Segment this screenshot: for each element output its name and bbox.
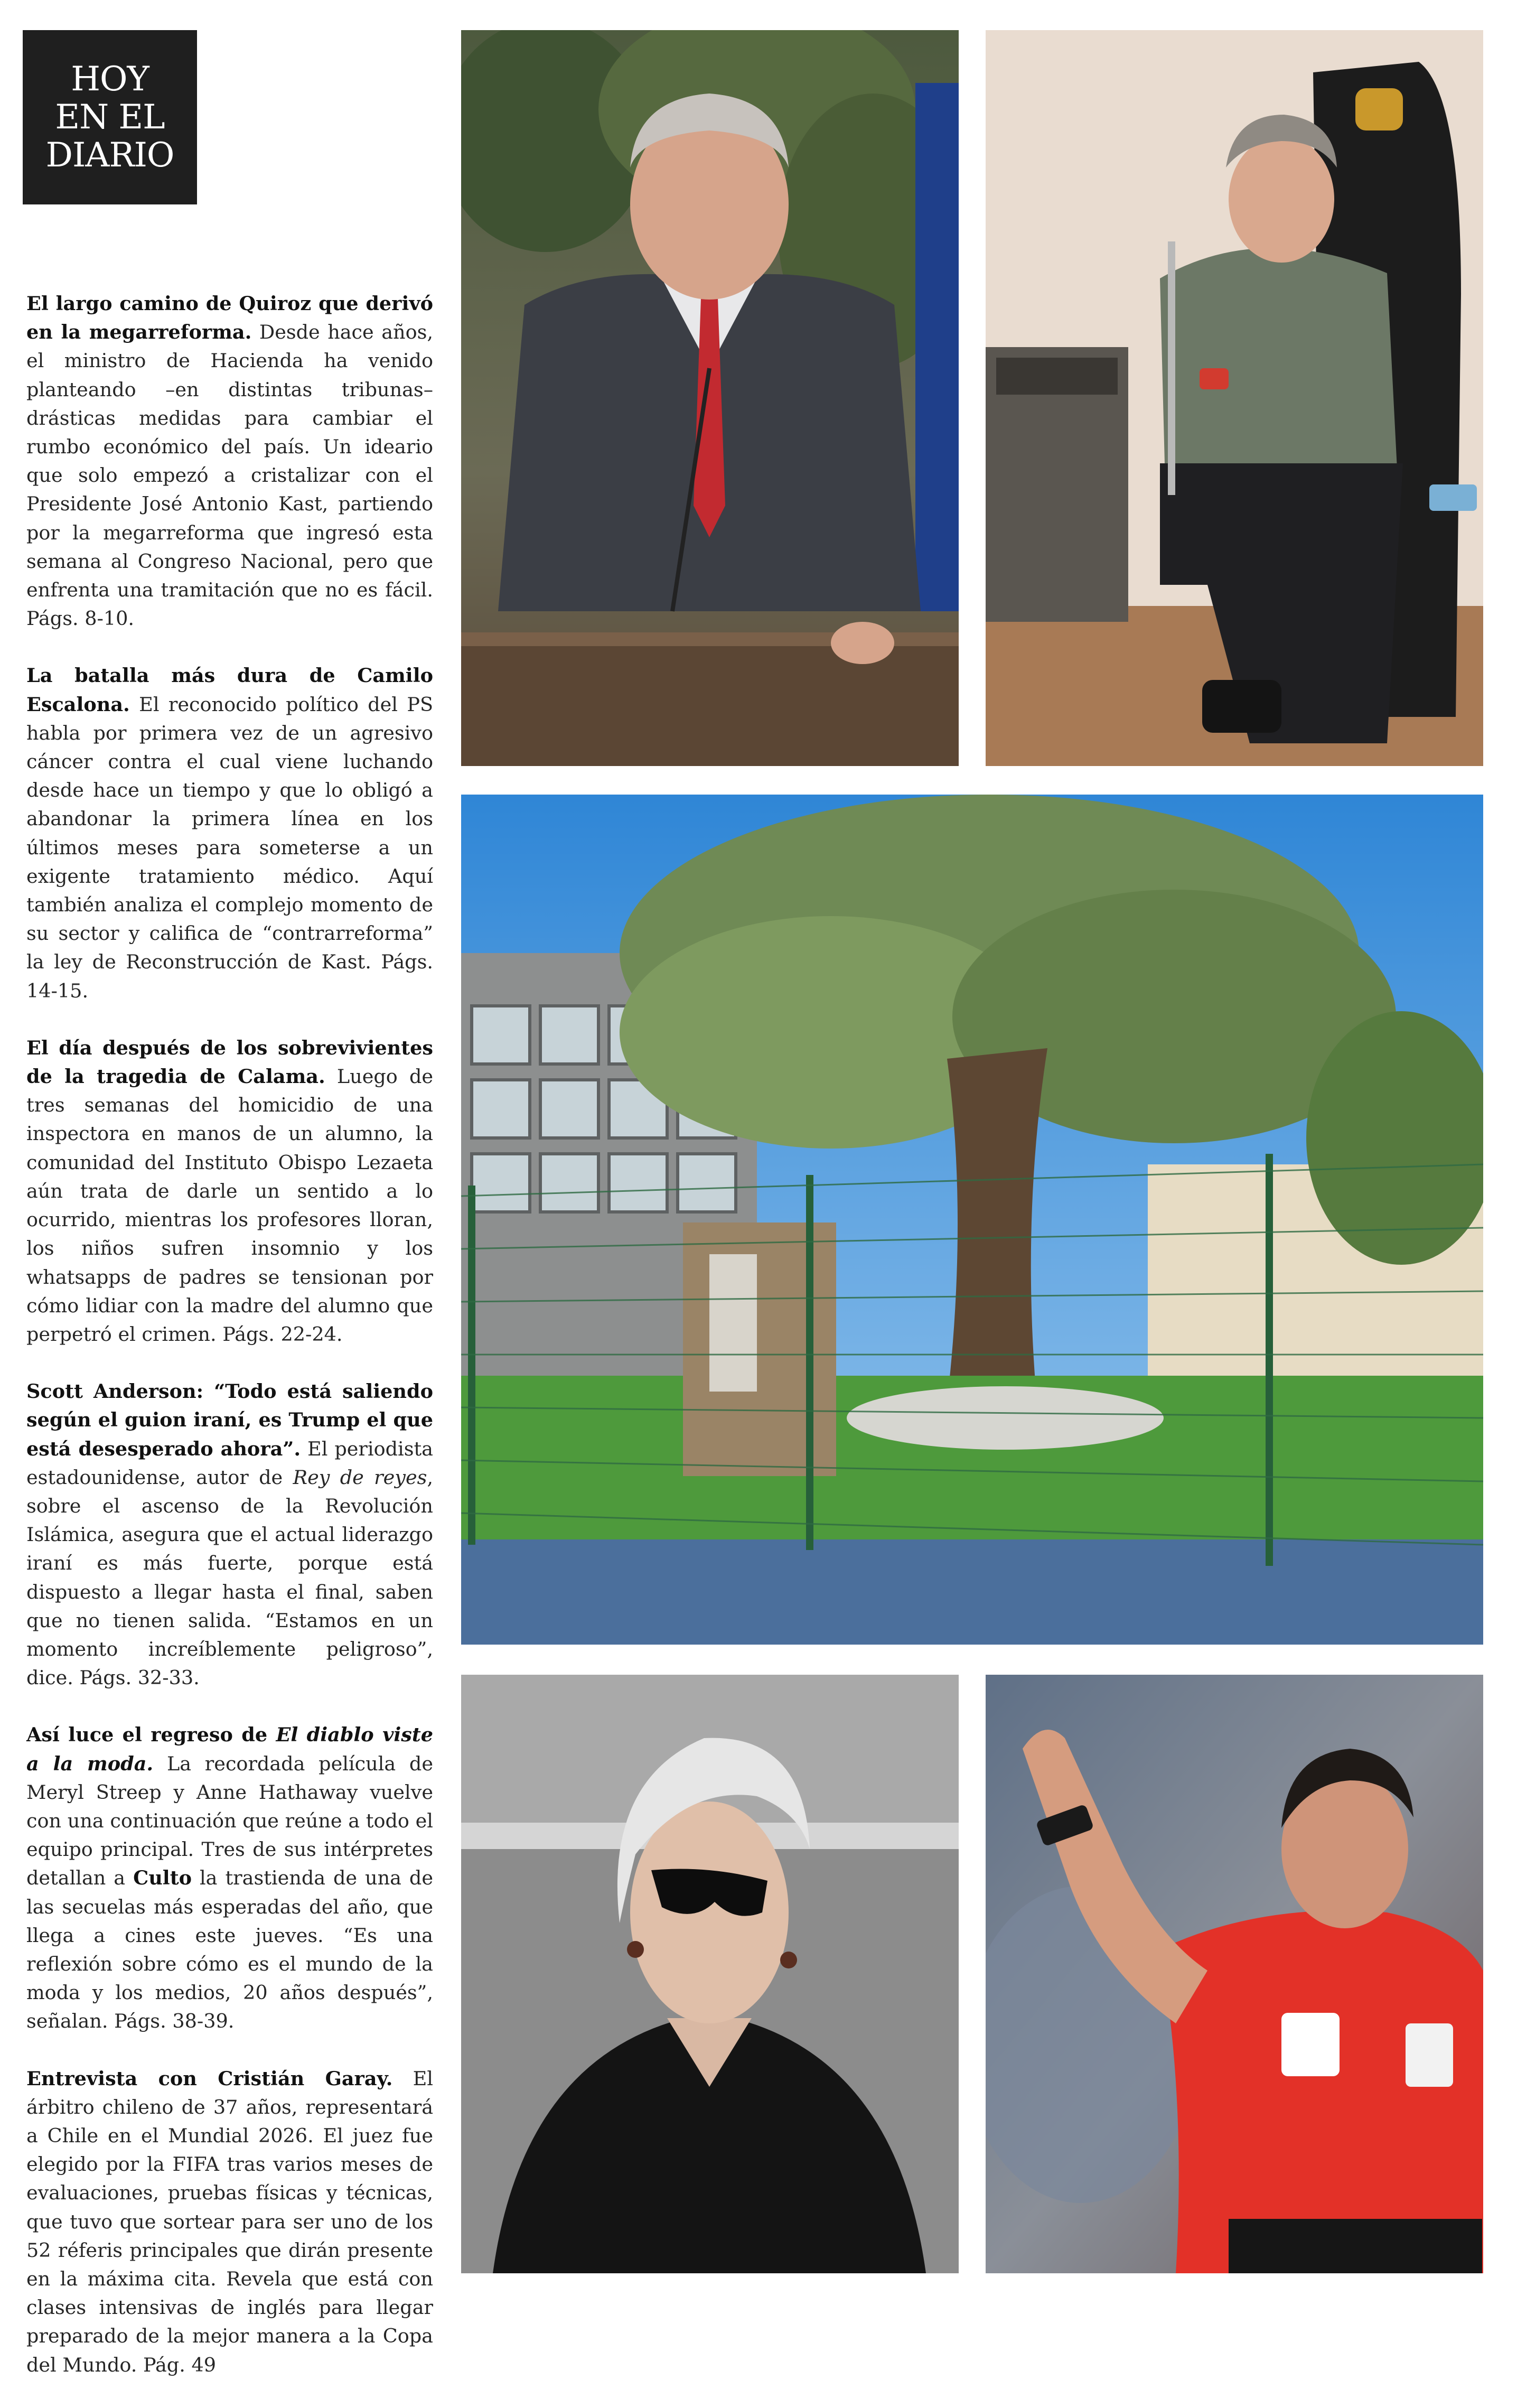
- photo-streep[interactable]: [461, 1675, 959, 2273]
- article-anderson[interactable]: [26, 1377, 433, 1692]
- article-quiroz[interactable]: [26, 290, 433, 633]
- article-body: Desde hace años, el ministro de Hacienda ha venido planteando –en distintas tribunas– drásticas medidas para cambiar el rumbo económico del país. Un ideario que solo empezó a cristalizar con el Presidente José Antonio Kast, partiendo por la megarreforma que ingresó esta semana al Congreso Nacional, pero que enfrenta una tramitación que no es fácil. Págs. 8-10.: [26, 321, 433, 630]
- article-headline: La batalla más dura de Camilo Escalona.: [26, 664, 433, 716]
- article-body: El reconocido político del PS habla por primera vez de un agresivo cáncer contra el cual viene luchando desde hace un tiempo y que lo obligó a abandonar la primera línea en los últimos meses para someterse a un exigente tratamiento médico. Aquí también analiza el complejo momento de su sector y califica de “contrarreforma” la ley de Reconstrucción de Kast. Págs. 14-15.: [26, 693, 433, 1002]
- section-title-line-1: HOY: [71, 60, 149, 99]
- article-body: El árbitro chileno de 37 años, representará a Chile en el Mundial 2026. El juez fue elegido por la FIFA tras varios meses de evaluaciones, pruebas físicas y técnicas, que tuvo que sortear para ser uno de los 52 réferis principales que dirán presente en la máxima cita. Revela que está con clases intensivas de inglés para llegar preparado de la mejor manera a la Copa del Mundo. Pág. 49: [26, 2067, 433, 2376]
- article-headline: Así luce el regreso de: [26, 1723, 276, 1747]
- article-headline: El largo camino de Quiroz que derivó en la megarreforma.: [26, 292, 433, 344]
- section-title: [46, 60, 174, 174]
- article-headline: Entrevista con Cristián Garay.: [26, 2067, 393, 2090]
- article-diablo[interactable]: [26, 1721, 433, 2036]
- article-escalona[interactable]: [26, 661, 433, 1005]
- photo-calama[interactable]: [461, 795, 1483, 1645]
- photo-garay[interactable]: [986, 1675, 1483, 2273]
- article-headline-italic: El diablo viste a la moda.: [26, 1723, 433, 1775]
- article-calama[interactable]: [26, 1034, 433, 1349]
- article-body: La recordada película de Meryl Streep y Anne Hathaway vuelve con una continuación que reúne a todo el equipo principal. Tres de sus intérpretes detallan a: [26, 1752, 433, 1890]
- article-body-cont: la trastienda de una de las secuelas más esperadas del año, que llega a cines este jueves. “Es una reflexión sobre cómo es el mundo de la moda y los medios, 20 años después”, señalan. Págs. 38-39.: [26, 1866, 433, 2033]
- article-headline: Scott Anderson: “Todo está saliendo según el guion iraní, es Trump el que está desesperado ahora”.: [26, 1380, 433, 1460]
- articles-column: [26, 290, 433, 2408]
- photo-quiroz[interactable]: [461, 30, 959, 766]
- article-body-bold: Culto: [133, 1866, 192, 1890]
- article-body: Luego de tres semanas del homicidio de una inspectora en manos de un alumno, la comunidad del Instituto Obispo Lezaeta aún trata de darle un sentido a lo ocurrido, mientras los profesores lloran, los niños sufren insomnio y los whatsapps de padres se tensionan por cómo lidiar con la madre del alumno que perpetró el crimen. Págs. 22-24.: [26, 1065, 434, 1346]
- photo-escalona[interactable]: [986, 30, 1483, 766]
- article-body-italic: Rey de reyes: [293, 1466, 427, 1489]
- article-headline: El día después de los sobrevivientes de la tragedia de Calama.: [26, 1036, 433, 1088]
- article-garay[interactable]: [26, 2065, 433, 2379]
- article-body: El periodista estadounidense, autor de: [26, 1437, 433, 1489]
- article-body-cont: , sobre el ascenso de la Revolución Islámica, asegura que el actual liderazgo iraní es más fuerte, porque está dispuesto a llegar hasta el final, saben que no tienen salida. “Estamos en un momento increíblemente peligroso”, dice. Págs. 32-33.: [26, 1466, 433, 1690]
- section-title-line-2: EN EL: [55, 98, 165, 137]
- section-header: [23, 30, 197, 204]
- section-title-line-3: DIARIO: [45, 136, 174, 175]
